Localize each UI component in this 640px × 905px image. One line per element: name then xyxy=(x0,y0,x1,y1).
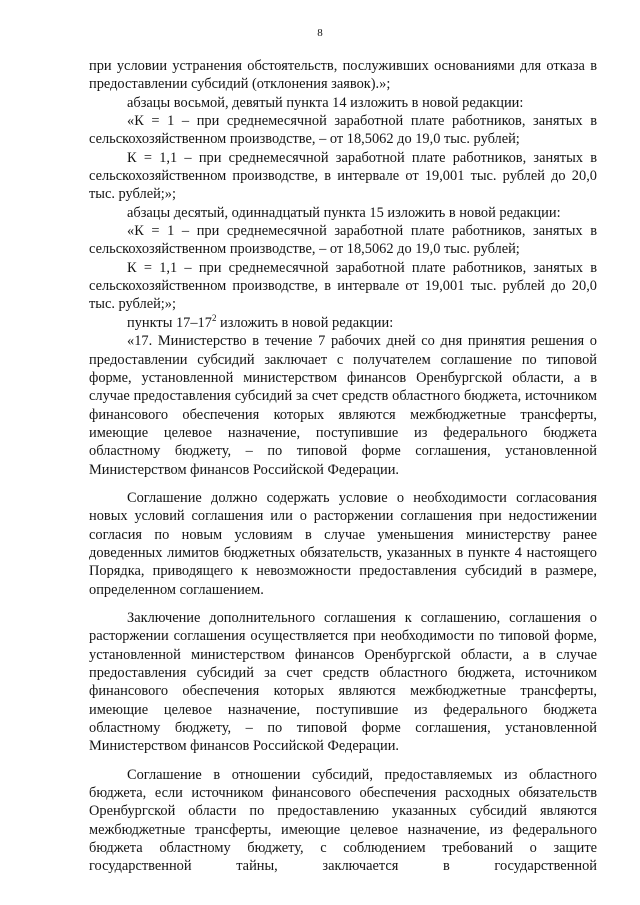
paragraph: Соглашение в отношении субсидий, предоставляемых из областного бюджета, если источником финансового обеспечения расходных обязательств Оренбургской области по предоставлению указанных субсидий являются межбюджетные трансферты, имеющие целевое назначение, из федерального бюджета областному бюджету, с соблюдением требований о защите государственной тайны, заключается в государственной xyxy=(89,766,597,875)
paragraph: «К = 1 – при среднемесячной заработной плате работников, занятых в сельскохозяйственном производстве, – от 18,5062 до 19,0 тыс. рублей; xyxy=(89,113,597,148)
paragraph: К = 1,1 – при среднемесячной заработной плате работников, занятых в сельскохозяйственном производстве, в интервале от 19,001 тыс. рублей до 20,0 тыс. рублей;»; xyxy=(89,259,597,313)
paragraph: абзацы восьмой, девятый пункта 14 изложить в новой редакции: xyxy=(127,94,524,111)
paragraph: К = 1,1 – при среднемесячной заработной плате работников, занятых в сельскохозяйственном производстве, в интервале от 19,001 тыс. рублей до 20,0 тыс. рублей;»; xyxy=(89,149,597,203)
paragraph: «К = 1 – при среднемесячной заработной плате работников, занятых в сельскохозяйственном производстве, – от 18,5062 до 19,0 тыс. рублей; xyxy=(89,223,597,258)
paragraph: Заключение дополнительного соглашения к соглашению, соглашения о расторжении соглашения осуществляется при необходимости по типовой форме, установленной министерством финансов Оренбургской области, а в случае предоставления субсидий за счет средств областного бюджета, источником финансового обеспечения которых являются межбюджетные трансферты, имеющие целевое назначение, поступившие из федерального бюджета областному бюджету, – по типовой форме соглашения, установленной Министерством финансов Российской Федерации. xyxy=(89,609,597,755)
points-line-text: пункты 17–17 xyxy=(127,314,212,331)
document-body xyxy=(89,57,597,876)
paragraph: «17. Министерство в течение 7 рабочих дней со дня принятия решения о предоставлении субсидий заключает с получателем соглашение по типовой форме, установленной министерством финансов Оренбургской области, а в случае предоставления субсидий за счет средств областного бюджета, источником финансового обеспечения которых являются межбюджетные трансферты, имеющие целевое назначение, поступившие из федерального бюджета областному бюджету, – по типовой форме соглашения, установленной Министерством финансов Российской Федерации. xyxy=(89,333,597,478)
paragraph: при условии устранения обстоятельств, послуживших основаниями для отказа в предоставлении субсидий (отклонения заявок).»; xyxy=(89,58,597,93)
paragraph: абзацы десятый, одиннадцатый пункта 15 изложить в новой редакции: xyxy=(127,204,561,221)
page-number: 8 xyxy=(317,27,323,39)
superscript-index: 2 xyxy=(211,312,217,323)
points-line xyxy=(89,314,597,332)
paragraph: Соглашение должно содержать условие о необходимости согласования новых условий соглашения или о расторжении соглашения при недостижении согласия по новым условиям в случае уменьшения министерству ранее доведенных лимитов бюджетных обязательств, указанных в пункте 4 настоящего Порядка, приводящего к невозможности предоставления субсидий в размере, определенном соглашением. xyxy=(89,489,597,598)
points-line-text-end: изложить в новой редакции: xyxy=(216,314,394,331)
